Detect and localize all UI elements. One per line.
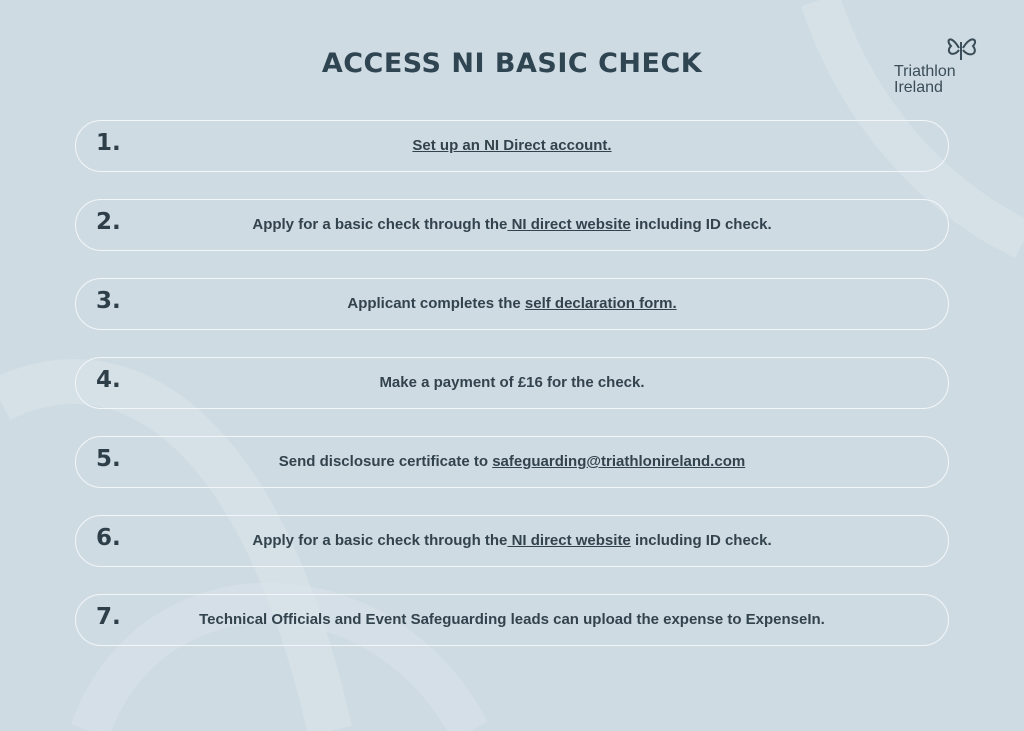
step-text <box>76 137 948 154</box>
step-text <box>76 611 948 628</box>
step-number: 3. <box>96 288 121 314</box>
step-number: 1. <box>96 130 121 156</box>
step-number: 4. <box>96 367 121 393</box>
step-text <box>76 374 948 391</box>
step-4 <box>75 357 949 409</box>
step-7 <box>75 594 949 646</box>
ni-direct-website-link[interactable]: NI direct website <box>507 216 631 233</box>
step-text-pre: Send disclosure certificate to <box>278 453 493 470</box>
step-text-pre: Applicant completes the <box>347 295 525 312</box>
logo-text-line2: Ireland <box>894 79 943 96</box>
step-text-post: including ID check. <box>630 216 772 233</box>
step-text-pre: Make a payment of £16 for the check. <box>379 374 645 391</box>
step-text <box>76 532 948 549</box>
step-text-pre: Technical Officials and Event Safeguarding leads can upload the expense to ExpenseIn. <box>199 611 825 628</box>
step-text-pre: Apply for a basic check through the <box>252 532 508 549</box>
step-number: 2. <box>96 209 121 235</box>
ni-direct-account-link[interactable]: Set up an NI Direct account. <box>412 137 612 154</box>
step-text-post: including ID check. <box>630 532 772 549</box>
butterfly-icon <box>945 32 979 64</box>
self-declaration-form-link[interactable]: self declaration form. <box>524 295 677 312</box>
ni-direct-website-link[interactable]: NI direct website <box>507 532 631 549</box>
step-6 <box>75 515 949 567</box>
step-5 <box>75 436 949 488</box>
step-3 <box>75 278 949 330</box>
steps-list <box>75 120 949 673</box>
step-text <box>76 453 948 470</box>
page-title: ACCESS NI BASIC CHECK <box>321 48 703 79</box>
triathlon-ireland-logo <box>890 32 980 98</box>
step-text <box>76 295 948 312</box>
step-2 <box>75 199 949 251</box>
step-number: 7. <box>96 604 121 630</box>
safeguarding-email-link[interactable]: safeguarding@triathlonireland.com <box>492 453 746 470</box>
step-1 <box>75 120 949 172</box>
logo-text-line1: Triathlon <box>894 63 956 80</box>
step-text <box>76 216 948 233</box>
step-number: 5. <box>96 446 121 472</box>
step-text-pre: Apply for a basic check through the <box>252 216 508 233</box>
step-number: 6. <box>96 525 121 551</box>
